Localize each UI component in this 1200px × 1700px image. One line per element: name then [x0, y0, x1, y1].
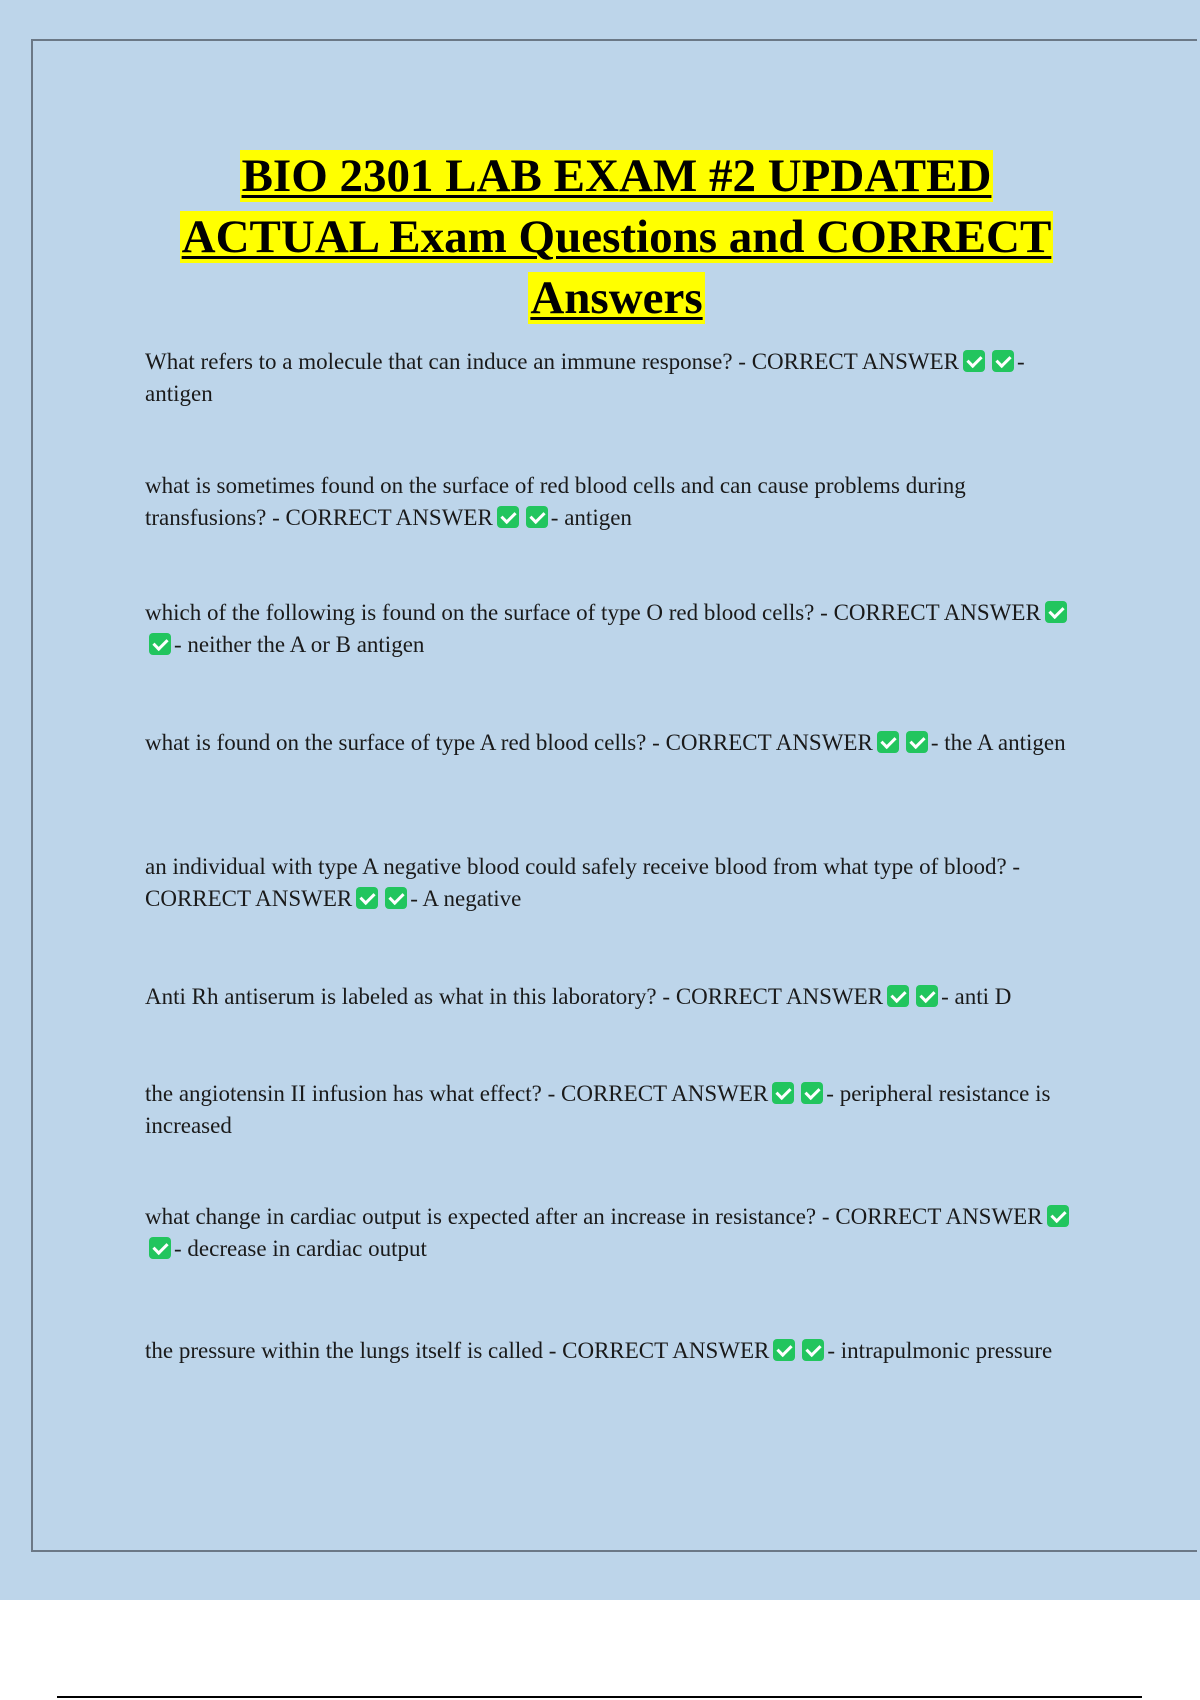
question-text: what change in cardiac output is expected after an increase in resistance? [145, 1204, 817, 1229]
qa-item: what is sometimes found on the surface of red blood cells and can cause problems during transfusions? - CORRECT ANSWER - antigen [145, 473, 966, 530]
qa-item: what is found on the surface of type A red blood cells? - CORRECT ANSWER - the A antigen [145, 730, 1066, 755]
check-box-icon [149, 633, 171, 655]
check-box-icon [356, 887, 378, 909]
check-box-icon [772, 1082, 794, 1104]
answer-text: decrease in cardiac output [187, 1236, 427, 1261]
check-box-icon [906, 731, 928, 753]
correct-answer-label: CORRECT ANSWER [675, 984, 884, 1009]
check-box-icon [916, 985, 938, 1007]
qa-item: which of the following is found on the surface of type O red blood cells? - CORRECT ANSWER- neither the A or B antigen [145, 597, 1090, 661]
document-title [120, 146, 1113, 329]
question-text: what is sometimes found on the surface of red blood cells and can cause problems during transfusions? [145, 473, 966, 530]
footer-rule [57, 1696, 1142, 1698]
answer-text: antigen [145, 381, 213, 406]
answer-text: the A antigen [944, 730, 1066, 755]
correct-answer-label: CORRECT ANSWER [145, 886, 353, 911]
check-box-icon [802, 1339, 824, 1361]
correct-answer-label: CORRECT ANSWER [835, 1204, 1043, 1229]
qa-item: the pressure within the lungs itself is called - CORRECT ANSWER - intrapulmonic pressure [145, 1338, 1053, 1363]
title-line-2: ACTUAL Exam Questions and CORRECT [181, 211, 1052, 263]
answer-text: anti D [954, 984, 1012, 1009]
check-box-icon [149, 1237, 171, 1259]
check-box-icon [887, 985, 909, 1007]
qa-item: What refers to a molecule that can induce an immune response? - CORRECT ANSWER - antigen [145, 349, 1025, 406]
question-text: the pressure within the lungs itself is called [145, 1338, 543, 1363]
correct-answer-label: CORRECT ANSWER [751, 349, 959, 374]
qa-item: what change in cardiac output is expected after an increase in resistance? - CORRECT ANSWER- decrease in cardiac output [145, 1201, 1090, 1265]
check-box-icon [801, 1082, 823, 1104]
check-box-icon [497, 506, 519, 528]
correct-answer-label: CORRECT ANSWER [665, 730, 873, 755]
check-box-icon [385, 887, 407, 909]
question-text: what is found on the surface of type A red blood cells? [145, 730, 647, 755]
check-box-icon [1047, 1205, 1069, 1227]
qa-item: the angiotensin II infusion has what effect? - CORRECT ANSWER - peripheral resistance is increased [145, 1081, 1051, 1138]
question-text: which of the following is found on the surface of type O red blood cells? [145, 600, 815, 625]
correct-answer-label: CORRECT ANSWER [562, 1338, 770, 1363]
title-line-3: Answers [530, 272, 703, 324]
check-box-icon [526, 506, 548, 528]
qa-item: Anti Rh antiserum is labeled as what in this laboratory? - CORRECT ANSWER - anti D [145, 984, 1012, 1009]
check-box-icon [992, 350, 1014, 372]
correct-answer-label: CORRECT ANSWER [561, 1081, 769, 1106]
qa-item: an individual with type A negative blood could safely receive blood from what type of blood? - CORRECT ANSWER - A negative [145, 854, 1021, 911]
check-box-icon [963, 350, 985, 372]
question-text: the angiotensin II infusion has what effect? [145, 1081, 542, 1106]
answer-text: intrapulmonic pressure [840, 1338, 1053, 1363]
question-text: What refers to a molecule that can induce an immune response? [145, 349, 733, 374]
check-box-icon [773, 1339, 795, 1361]
answer-text: peripheral resistance is increased [145, 1081, 1051, 1138]
answer-text: neither the A or B antigen [187, 632, 425, 657]
answer-text: antigen [564, 505, 632, 530]
answer-text: A negative [422, 886, 522, 911]
question-text: an individual with type A negative blood could safely receive blood from what type of blood? [145, 854, 1007, 879]
title-line-1: BIO 2301 LAB EXAM #2 UPDATED [241, 150, 992, 202]
correct-answer-label: CORRECT ANSWER [285, 505, 493, 530]
question-text: Anti Rh antiserum is labeled as what in this laboratory? [145, 984, 657, 1009]
check-box-icon [1045, 601, 1067, 623]
check-box-icon [877, 731, 899, 753]
correct-answer-label: CORRECT ANSWER [833, 600, 1041, 625]
